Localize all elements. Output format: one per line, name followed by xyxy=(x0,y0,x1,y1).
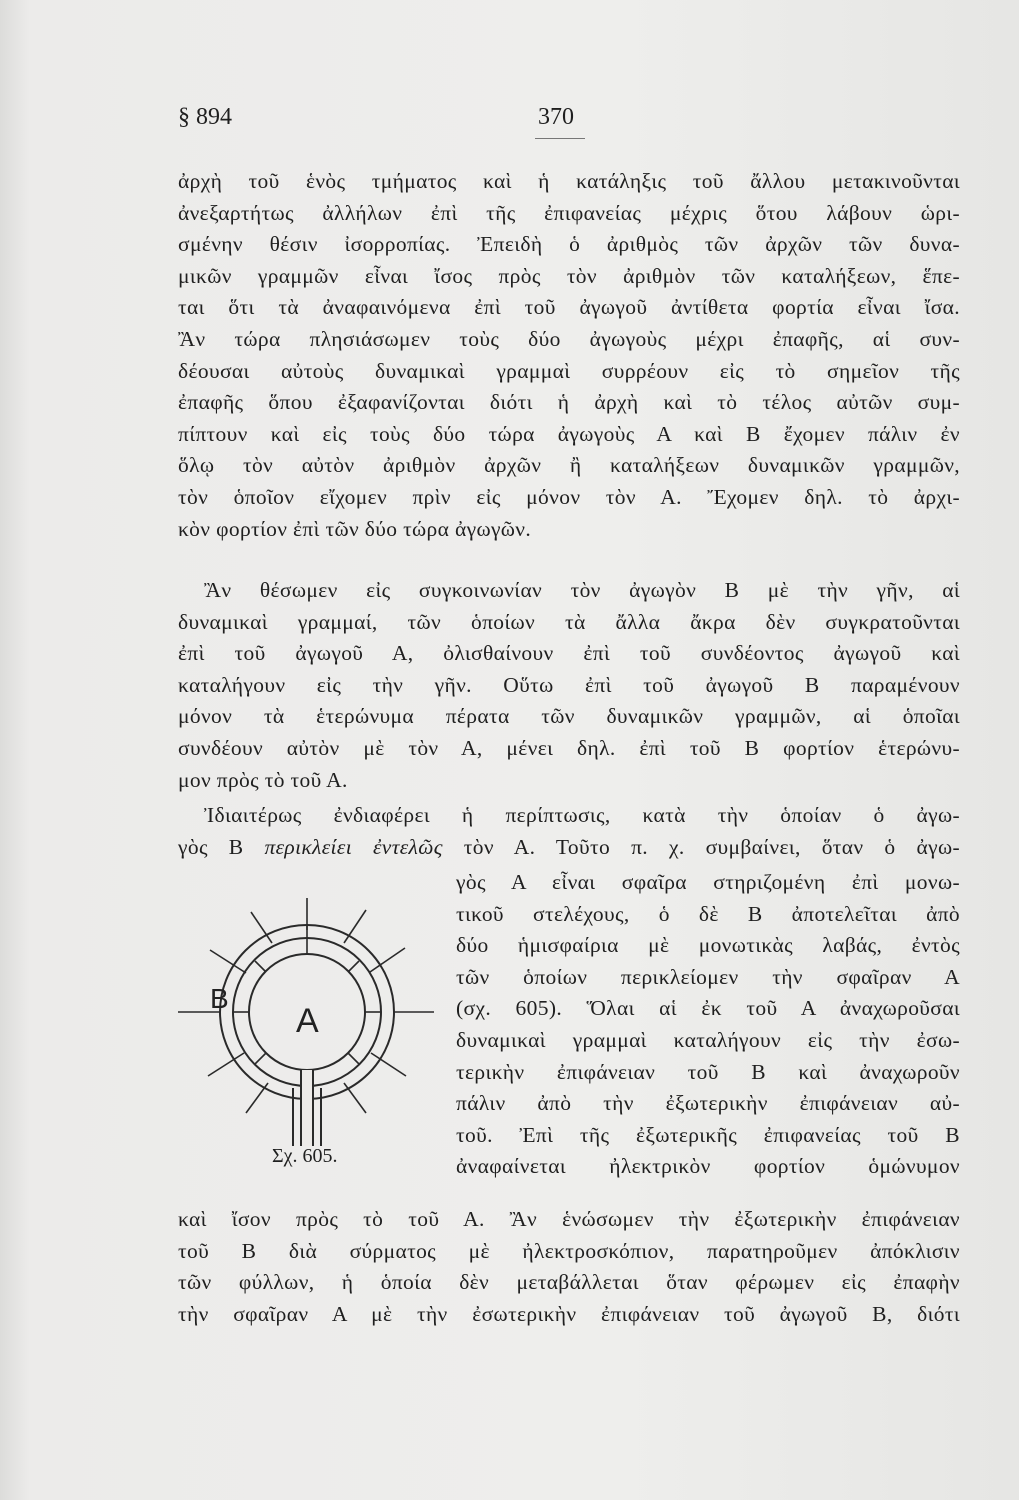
paragraph-3 xyxy=(178,800,960,863)
field-line xyxy=(370,948,405,972)
inner-field-line xyxy=(348,1053,359,1064)
text-line: τοῦ Β διὰ σύρματος μὲ ἠλεκτροσκόπιον, παρατηροῦμεν ἀπόκλισιν xyxy=(178,1238,960,1263)
text-line: καταλήγουν εἰς τὴν γῆν. Οὕτω ἐπὶ τοῦ ἀγωγοῦ Β παραμένουν xyxy=(178,672,960,697)
inner-field-line xyxy=(255,961,266,972)
text-line: ἐπὶ τοῦ ἀγωγοῦ Α, ὀλισθαίνουν ἐπὶ τοῦ συνδέοντος ἀγωγοῦ καὶ xyxy=(178,641,960,666)
section-number: § 894 xyxy=(178,104,232,130)
text-line: μόνον τὰ ἑτερώνυμα πέρατα τῶν δυναμικῶν γραμμῶν, αἱ ὁποῖαι xyxy=(178,704,960,729)
sphere-diagram xyxy=(176,888,438,1148)
text-beside-figure xyxy=(456,867,960,1183)
text-line: ἀναφαίνεται ἠλεκτρικὸν φορτίον ὁμώνυμον xyxy=(456,1154,960,1179)
text-run: γὸς Β xyxy=(178,834,244,859)
support-gap xyxy=(300,1070,314,1146)
text-line: δέουσαι αὐτοὺς δυναμικαὶ γραμμαὶ συρρέουν εἰς τὸ σημεῖον τῆς xyxy=(178,358,960,383)
text-line: δυναμικαὶ γραμμαὶ καταλήγουν εἰς τὴν ἐσω- xyxy=(456,1027,960,1052)
text-line: μον πρὸς τὸ τοῦ Α. xyxy=(178,767,348,792)
text-line: τερικὴν ἐπιφάνειαν τοῦ Β καὶ ἀναχωροῦν xyxy=(456,1059,960,1084)
text-line: τικοῦ στελέχους, ὁ δὲ Β ἀποτελεῖται ἀπὸ xyxy=(456,901,960,926)
text-line: Ἂν θέσωμεν εἰς συγκοινωνίαν τὸν ἀγωγὸν Β μὲ τὴν γῆν, αἱ xyxy=(204,578,960,602)
text-line: ται ὅτι τὰ ἀναφαινόμενα ἐπὶ τοῦ ἀγωγοῦ ἀντίθετα φορτία εἶναι ἴσα. xyxy=(178,295,960,320)
paragraph-1 xyxy=(178,166,960,545)
page-header xyxy=(178,104,958,144)
paragraph-2 xyxy=(178,575,960,796)
field-line xyxy=(210,950,246,973)
italic-emphasis: περικλείει ἐντελῶς xyxy=(264,834,443,859)
label-a: A xyxy=(296,1002,319,1040)
text-line: ὅλῳ τὸν αὐτὸν ἀριθμὸν ἀρχῶν ἢ καταλήξεων δυναμικῶν γραμμῶν, xyxy=(178,453,960,478)
text-line: Ἂν τώρα πλησιάσωμεν τοὺς δύο ἀγωγοὺς μέχρι ἐπαφῆς, αἱ συν- xyxy=(178,326,960,351)
text-run: τὸν Α. Τοῦτο π. χ. συμβαίνει, ὅταν ὁ ἀγω- xyxy=(463,834,960,859)
text-line: μικῶν γραμμῶν εἶναι ἴσος πρὸς τὸν ἀριθμὸν τῶν καταλήξεων, ἕπε- xyxy=(178,263,960,288)
text-line: δύο ἡμισφαίρια μὲ μονωτικὰς λαβάς, ἐντὸς xyxy=(456,933,960,958)
field-line xyxy=(344,1083,366,1113)
text-line: τὴν σφαῖραν Α μὲ τὴν ἐσωτερικὴν ἐπιφάνειαν τοῦ ἀγωγοῦ Β, διότι xyxy=(178,1301,960,1326)
text-line: κὸν φορτίον ἐπὶ τῶν δύο τώρα ἀγωγῶν. xyxy=(178,516,532,541)
text-line: ἐπαφῆς ὅπου ἐξαφανίζονται διότι ἡ ἀρχὴ καὶ τὸ τέλος αὐτῶν συμ- xyxy=(178,390,960,415)
text-line: πίπτουν καὶ εἰς τοὺς δύο τώρα ἀγωγοὺς Α καὶ Β ἔχομεν πάλιν ἐν xyxy=(178,421,960,446)
text-line: καὶ ἴσον πρὸς τὸ τοῦ Α. Ἂν ἑνώσωμεν τὴν ἐξωτερικὴν ἐπιφάνειαν xyxy=(178,1207,960,1231)
text-line: τὸν ὁποῖον εἴχομεν πρὶν εἰς μόνον τὸν Α. Ἔχομεν δηλ. τὸ ἀρχι- xyxy=(178,484,960,509)
text-line: συνδέουν αὐτὸν μὲ τὸν Α, μένει δηλ. ἐπὶ τοῦ Β φορτίον ἑτερώνυ- xyxy=(178,735,960,760)
inner-field-line xyxy=(255,1053,266,1064)
text-line: τῶν φύλλων, ἡ ὁποία δὲν μεταβάλλεται ὅταν φέρωμεν εἰς ἐπαφὴν xyxy=(178,1270,960,1295)
text-line: (σχ. 605). Ὅλαι αἱ ἐκ τοῦ Α ἀναχωροῦσαι xyxy=(456,996,960,1021)
field-line xyxy=(344,910,366,943)
text-after-figure xyxy=(178,1204,960,1330)
text-line: ἀνεξαρτήτως ἀλλήλων ἐπὶ τῆς ἐπιφανείας μέχρις ὅτου λάβουν ὡρι- xyxy=(178,200,960,225)
figure-caption: Σχ. 605. xyxy=(272,1145,338,1167)
text-line: τῶν ὁποίων περικλείομεν τὴν σφαῖραν Α xyxy=(456,964,960,989)
figure-605 xyxy=(176,888,438,1148)
text-line: σμένην θέσιν ἰσορροπίας. Ἐπειδὴ ὁ ἀριθμὸς τῶν ἀρχῶν τῶν δυνα- xyxy=(178,232,960,257)
page-number: 370 xyxy=(538,104,574,130)
inner-field-line xyxy=(348,961,359,972)
text-line: ἀρχὴ τοῦ ἑνὸς τμήματος καὶ ἡ κατάληξις τοῦ ἄλλου μετακινοῦνται xyxy=(178,169,960,193)
text-line: γὸς Α εἶναι σφαῖρα στηριζομένη ἐπὶ μονω- xyxy=(456,870,960,894)
page-number-underline xyxy=(535,138,585,139)
label-b: B xyxy=(210,983,229,1014)
text-line xyxy=(178,832,960,864)
text-line: Ἰδιαιτέρως ἐνδιαφέρει ἡ περίπτωσις, κατὰ τὴν ὁποίαν ὁ ἀγω- xyxy=(204,803,960,827)
text-line: πάλιν ἀπὸ τὴν ἐξωτερικὴν ἐπιφάνειαν αὐ- xyxy=(456,1091,960,1116)
text-line: δυναμικαὶ γραμμαί, τῶν ὁποίων τὰ ἄλλα ἄκρα δὲν συγκρατοῦνται xyxy=(178,609,960,634)
text-line: τοῦ. Ἐπὶ τῆς ἐξωτερικῆς ἐπιφανείας τοῦ Β xyxy=(456,1122,960,1147)
